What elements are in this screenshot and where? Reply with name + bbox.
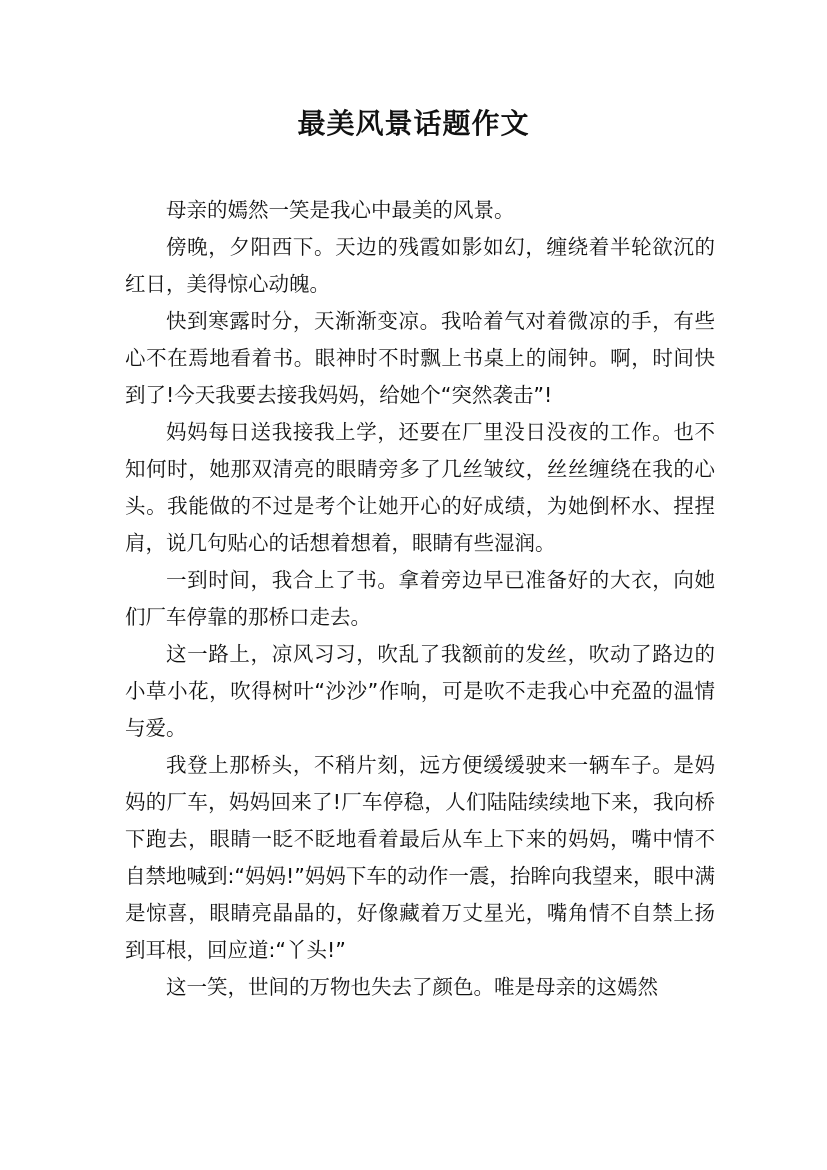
- essay-body: [125, 192, 715, 1006]
- paragraph: 傍晚，夕阳西下。天边的残霞如影如幻，缠绕着半轮欲沉的红日，美得惊心动魄。: [125, 235, 715, 296]
- paragraph: 母亲的嫣然一笑是我心中最美的风景。: [166, 198, 515, 222]
- paragraph: 一到时间，我合上了书。拿着旁边早已准备好的大衣，向她们厂车停靠的那桥口走去。: [125, 568, 715, 629]
- paragraph: 这一笑，世间的万物也失去了颜色。唯是母亲的这嫣然: [166, 975, 658, 999]
- paragraph: 快到寒露时分，天渐渐变凉。我哈着气对着微凉的手，有些心不在焉地看着书。眼神时不时飘上书桌上的闹钟。啊，时间快到了!今天我要去接我妈妈，给她个“突然袭击”!: [125, 309, 715, 407]
- paragraph: 我登上那桥头，不稍片刻，远方便缓缓驶来一辆车子。是妈妈的厂车，妈妈回来了!厂车停稳，人们陆陆续续地下来，我向桥下跑去，眼睛一眨不眨地看着最后从车上下来的妈妈，嘴中情不自禁地喊到:“妈妈!”妈妈下车的动作一震，抬眸向我望来，眼中满是惊喜，眼睛亮晶晶的，好像藏着万丈星光，嘴角情不自禁上扬到耳根，回应道:“丫头!”: [125, 753, 715, 962]
- document-title: 最美风景话题作文: [297, 107, 530, 140]
- paragraph: 妈妈每日送我接我上学，还要在厂里没日没夜的工作。也不知何时，她那双清亮的眼睛旁多了几丝皱纹，丝丝缠绕在我的心头。我能做的不过是考个让她开心的好成绩，为她倒杯水、捏捏肩，说几句贴心的话想着想着，眼睛有些湿润。: [125, 420, 715, 555]
- paragraph: 这一路上，凉风习习，吹乱了我额前的发丝，吹动了路边的小草小花，吹得树叶“沙沙”作响，可是吹不走我心中充盈的温情与爱。: [125, 642, 715, 740]
